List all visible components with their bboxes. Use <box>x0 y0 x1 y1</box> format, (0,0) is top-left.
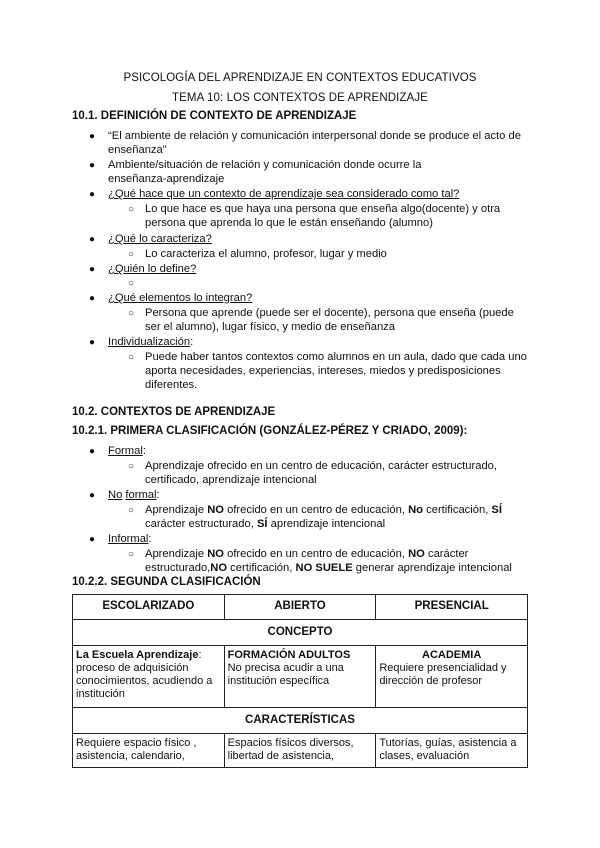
bullet-quote-line2: enseñanza” <box>108 144 167 156</box>
informal-desc-line2: estructurado,NO certificación, NO SUELE generar aprendizaje intencional <box>145 562 512 574</box>
cell-abierto-concepto: FORMACIÓN ADULTOS No precisa acudir a una institución específica <box>224 646 376 708</box>
question-elements: ¿Qué elementos lo integran? <box>108 292 253 304</box>
sub-bullet-circle: ○ <box>128 461 135 472</box>
sub-bullet-circle: ○ <box>128 505 135 516</box>
sub-bullet-circle: ○ <box>128 278 135 289</box>
answer-individualization-line1: Puede haber tantos contextos como alumnos en un aula, dado que cada uno <box>145 351 527 363</box>
no-formal-desc-line2: carácter estructurado, SÍ aprendizaje intencional <box>145 518 386 530</box>
bullet-dot: ● <box>89 160 96 171</box>
cell-presencial-caracteristicas: Tutorías, guías, asistencia a clases, evaluación <box>376 734 528 768</box>
cell-escolarizado-caracteristicas: Requiere espacio físico , asistencia, calendario, <box>73 734 225 768</box>
bullet-dot: ● <box>89 264 96 275</box>
section-10-2-heading: 10.2. CONTEXTOS DE APRENDIZAJE <box>72 406 276 418</box>
bullet-dot: ● <box>89 337 96 348</box>
bullet-ambiente-line2: enseñanza-aprendizaje <box>108 173 225 185</box>
bullet-quote-line1: “El ambiente de relación y comunicación interpersonal donde se produce el acto de <box>108 130 521 142</box>
col-escolarizado: ESCOLARIZADO <box>73 595 225 620</box>
no-formal-label: No formal: <box>108 489 160 501</box>
question-who-defines: ¿Quién lo define? <box>108 263 197 275</box>
bullet-dot: ● <box>89 490 96 501</box>
informal-desc-line1: Aprendizaje NO ofrecido en un centro de educación, NO carácter <box>145 548 469 560</box>
bullet-dot: ● <box>89 293 96 304</box>
classification-table <box>72 594 528 768</box>
formal-desc-line1: Aprendizaje ofrecido en un centro de educación, carácter estructurado, <box>145 460 497 472</box>
formal-desc-line2: certificado, aprendizaje intencional <box>145 474 317 486</box>
concepto-row <box>73 620 528 646</box>
answer-characterizes: Lo caracteriza el alumno, profesor, lugar y medio <box>145 248 387 260</box>
bullet-dot: ● <box>89 446 96 457</box>
question-characterizes: ¿Qué lo caracteriza? <box>108 233 212 245</box>
bullet-ambiente-line1: Ambiente/situación de relación y comunicación donde ocurre la <box>108 159 422 171</box>
informal-label: Informal: <box>108 533 152 545</box>
bullet-dot: ● <box>89 534 96 545</box>
answer-what-makes-line2: persona que aprenda lo que le están enseñando (alumno) <box>145 217 433 229</box>
bullet-dot: ● <box>89 189 96 200</box>
sub-bullet-circle: ○ <box>128 352 135 363</box>
sub-bullet-circle: ○ <box>128 308 135 319</box>
col-presencial: PRESENCIAL <box>376 595 528 620</box>
cell-abierto-caracteristicas: Espacios físicos diversos, libertad de asistencia, <box>224 734 376 768</box>
caracteristicas-content-row <box>73 734 528 768</box>
concepto-heading: CONCEPTO <box>73 620 528 646</box>
caracteristicas-heading: CARACTERÍSTICAS <box>73 708 528 734</box>
bullet-dot: ● <box>89 234 96 245</box>
sub-bullet-circle: ○ <box>128 549 135 560</box>
no-formal-desc-line1: Aprendizaje NO ofrecido en un centro de educación, No certificación, SÍ <box>145 504 502 516</box>
topic-title: TEMA 10: LOS CONTEXTOS DE APRENDIZAJE <box>172 92 428 104</box>
caracteristicas-row <box>73 708 528 734</box>
table-header-row <box>73 595 528 620</box>
sub-bullet-circle: ○ <box>128 249 135 260</box>
answer-elements-line1: Persona que aprende (puede ser el docente), persona que enseña (puede <box>145 307 514 319</box>
question-what-makes-context: ¿Qué hace que un contexto de aprendizaje sea considerado como tal? <box>108 188 460 200</box>
section-10-1-heading: 10.1. DEFINICIÓN DE CONTEXTO DE APRENDIZAJE <box>72 110 357 122</box>
answer-what-makes-line1: Lo que hace es que haya una persona que enseña algo(docente) y otra <box>145 203 501 215</box>
cell-presencial-concepto: ACADEMIA Requiere presencialidad y dirección de profesor <box>376 646 528 708</box>
section-10-2-2-heading: 10.2.2. SEGUNDA CLASIFICACIÓN <box>72 576 261 588</box>
concepto-content-row <box>73 646 528 708</box>
answer-individualization-line3: diferentes. <box>145 379 198 391</box>
answer-individualization-line2: aporta necesidades, experiencias, intereses, miedos y predisposiciones <box>145 365 501 377</box>
col-abierto: ABIERTO <box>224 595 376 620</box>
sub-bullet-circle: ○ <box>128 204 135 215</box>
formal-label: Formal: <box>108 445 146 457</box>
cell-escolarizado-concepto: La Escuela Aprendizaje: proceso de adquisición conocimientos, acudiendo a institución <box>73 646 225 708</box>
individualization-label: Individualización: <box>108 336 194 348</box>
answer-elements-line2: ser el alumno), lugar físico, y medio de enseñanza <box>145 321 395 333</box>
course-title: PSICOLOGÍA DEL APRENDIZAJE EN CONTEXTOS EDUCATIVOS <box>123 72 477 84</box>
bullet-dot: ● <box>89 131 96 142</box>
section-10-2-1-heading: 10.2.1. PRIMERA CLASIFICACIÓN (GONZÁLEZ-PÉREZ Y CRIADO, 2009): <box>72 425 468 437</box>
